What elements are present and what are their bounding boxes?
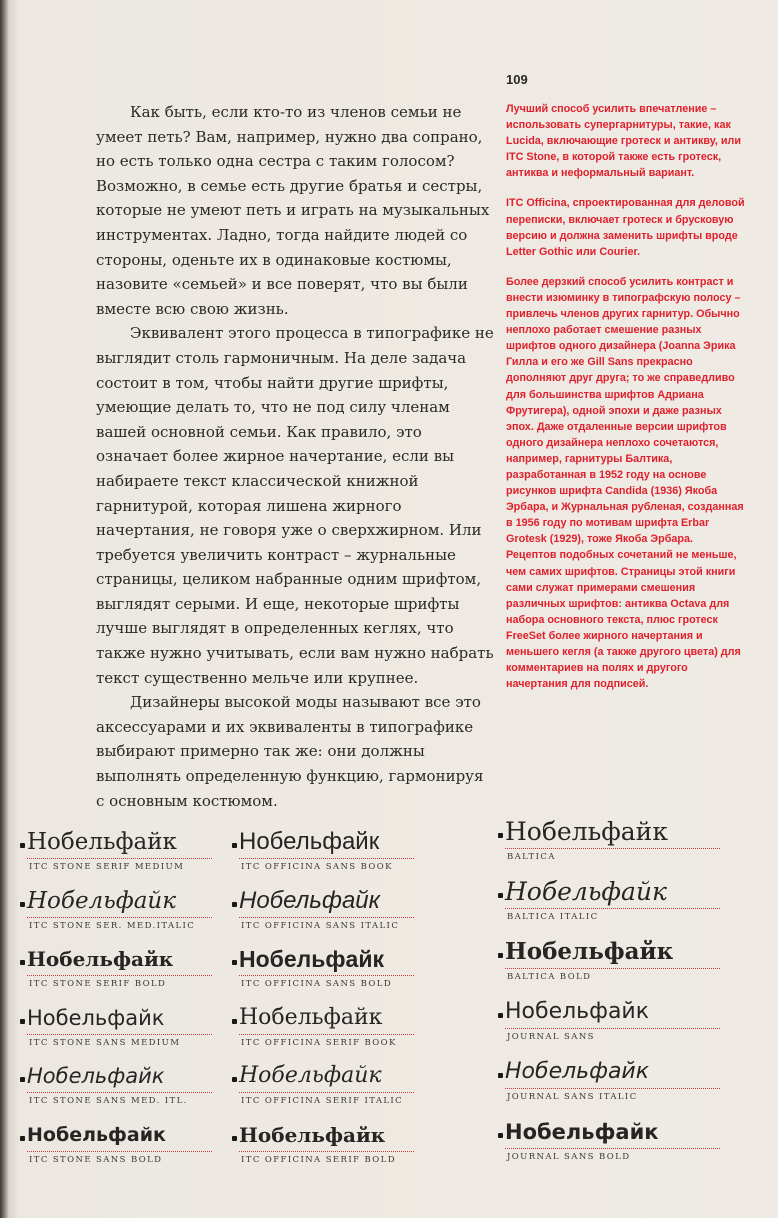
specimen [498, 1118, 720, 1162]
specimen-word: Нобельфайк [505, 999, 650, 1024]
page-number: 109 [506, 72, 528, 87]
specimen-label: ITC STONE SANS MED. ITL. [29, 1096, 188, 1106]
bullet-marker [20, 1019, 25, 1024]
specimen [20, 1121, 212, 1165]
specimen [232, 887, 414, 931]
main-text-column [96, 100, 496, 813]
specimen-column-stone [20, 828, 212, 1179]
bullet-marker [498, 1073, 503, 1078]
specimen [232, 1121, 414, 1165]
specimen-label: JOURNAL SANS ITALIC [507, 1092, 638, 1102]
specimen [20, 887, 212, 931]
specimen [498, 878, 720, 922]
main-paragraph-3: Дизайнеры высокой моды называют все это аксессуарами и их эквиваленты в типографике выбирают примерно так же: они должны выполнять определенную функцию, гармонируя с основным костюмом. [96, 693, 484, 810]
bullet-marker [232, 960, 237, 965]
bullet-marker [232, 902, 237, 907]
specimen-word: Нобельфайк [239, 828, 380, 855]
sidebar-notes [506, 101, 746, 706]
dotted-rule [239, 1151, 414, 1152]
specimen-word: Нобельфайк [239, 1004, 383, 1030]
specimen-label: ITC STONE SER. MED.ITALIC [29, 920, 196, 931]
specimen-label: ITC OFFICINA SERIF BOOK [241, 1037, 397, 1048]
specimen-label: ITC STONE SANS MEDIUM [29, 1037, 181, 1048]
specimen-label: ITC STONE SERIF MEDIUM [29, 862, 185, 872]
specimen-label: ITC STONE SANS BOLD [29, 1154, 163, 1165]
specimen-label: ITC OFFICINA SANS ITALIC [241, 920, 400, 931]
specimen-word: Нобельфайк [239, 1063, 382, 1088]
specimen-word: Нобельфайк [505, 938, 674, 965]
specimen-word: Нобельфайк [239, 886, 380, 914]
specimen-word: Нобельфайк [27, 947, 174, 971]
specimen-word: Нобельфайк [27, 1123, 166, 1146]
specimen [232, 1004, 414, 1048]
specimen [20, 945, 212, 989]
dotted-rule [27, 1034, 212, 1035]
bullet-marker [498, 1013, 503, 1018]
specimen [232, 1062, 414, 1106]
specimen-label: BALTICA ITALIC [507, 912, 599, 922]
sidebar-paragraph-1: Лучший способ усилить впечатление – использовать супергарнитуры, такие, как Lucida, включающие гротеск и антикву, или ITC Stone, в которой также есть гротеск, антиква и неформальный вариант. [506, 103, 742, 180]
specimen-word: Нобельфайк [27, 887, 176, 914]
specimen [232, 828, 414, 872]
bullet-marker [498, 953, 503, 958]
dotted-rule [505, 1088, 720, 1089]
bullet-marker [232, 1077, 237, 1082]
bullet-marker [20, 1136, 25, 1141]
specimen-label: BALTICA BOLD [507, 972, 592, 982]
specimen [20, 1062, 212, 1106]
specimen-column-officina [232, 828, 414, 1179]
bullet-marker [498, 833, 503, 838]
specimen [498, 998, 720, 1042]
bullet-marker [232, 1019, 237, 1024]
dotted-rule [239, 975, 414, 976]
specimen-label: JOURNAL SANS [507, 1032, 595, 1042]
dotted-rule [239, 1092, 414, 1093]
dotted-rule [505, 968, 720, 969]
main-paragraph-2: Эквивалент этого процесса в типографике не выглядит столь гармоничным. На деле задача состоит в том, чтобы найти другие шрифты, умеющие делать то, что не под силу членам вашей основной семьи. Как правило, это означает более жирное начертание, если вы набираете текст классической книжной гарнитурой, которая лишена жирного начертания, не говоря уже о сверхжирном. Или требуется увеличить контраст – журнальные страницы, целиком набранные одним шрифтом, выглядят серыми. И еще, некоторые шрифты лучше выглядят в определенных кеглях, что также нужно учитывать, если вам нужно набрать текст существенно мельче или крупнее. [96, 324, 494, 687]
dotted-rule [239, 1034, 414, 1035]
dotted-rule [27, 1092, 212, 1093]
sidebar-paragraph-3: Более дерзкий способ усилить контраст и внести изюминку в типографскую полосу – привлечь членов других гарнитур. Обычно неплохо работает смешение разных шрифтов одного дизайнера (Joanna Эрика Гилла и его же Gill Sans прекрасно дополняют друг друга; то же справедливо для большинства шрифтов Адриана Фрутигера), одной эпохи и даже разных эпох. Даже отдаленные версии шрифтов одного дизайнера неплохо сочетаются, например, гарнитуры Балтика, разработанная в 1952 году на основе рисунков шрифта Candida (1936) Якоба Эрбара, и Журнальная рубленая, созданная в 1956 году по мотивам шрифта Erbar Grotesk (1929), тоже Якоба Эрбара. Рецептов подобных сочетаний не меньше, чем самих шрифтов. Страницы этой книги сами служат примерами смешения различных шрифтов: антиква Octava для набора основного текста, плюс гротеск FreeSet более жирного начертания и меньшего кегля (а также другого цвета) для комментариев на полях и другого начертания для подписей. [506, 275, 744, 691]
dotted-rule [27, 858, 212, 859]
bullet-marker [20, 1077, 25, 1082]
dotted-rule [505, 1028, 720, 1029]
bullet-marker [20, 843, 25, 848]
sidebar-paragraph-2: ITC Officina, спроектированная для деловой переписки, включает гротеск и брусковую версию и должна заменить шрифты вроде Letter Gothic или Courier. [506, 197, 745, 258]
bullet-marker [20, 960, 25, 965]
dotted-rule [27, 975, 212, 976]
bullet-marker [498, 1133, 503, 1138]
specimen [498, 938, 720, 982]
dotted-rule [505, 848, 720, 849]
specimen-word: Нобельфайк [27, 1005, 165, 1030]
specimen-label: ITC OFFICINA SERIF BOLD [241, 1154, 396, 1165]
specimen-word: Нобельфайк [505, 877, 667, 906]
specimen-word: Нобельфайк [239, 946, 384, 972]
dotted-rule [505, 1148, 720, 1149]
specimen-label: BALTICA [507, 852, 556, 862]
specimen-label: ITC STONE SERIF BOLD [29, 979, 167, 989]
dotted-rule [27, 1151, 212, 1152]
specimen-word: Нобельфайк [239, 1122, 386, 1147]
specimen [20, 828, 212, 872]
specimen-label: ITC OFFICINA SANS BOOK [241, 862, 393, 872]
specimen-word: Нобельфайк [505, 1059, 650, 1084]
specimen-label: ITC OFFICINA SANS BOLD [241, 979, 393, 989]
specimen-column-baltica-journal [498, 818, 720, 1178]
bullet-marker [20, 902, 25, 907]
main-paragraph-1: Как быть, если кто-то из членов семьи не умеет петь? Вам, например, нужно два сопрано, но есть только одна сестра с таким голосом? Возможно, в семье есть другие братья и сестры, которые не умеют петь и играть на музыкальных инструментах. Ладно, тогда найдите людей со стороны, оденьте их в одинаковые костюмы, назовите «семьей» и все поверят, что вы были вместе всю свою жизнь. [96, 103, 490, 318]
specimen-word: Нобельфайк [505, 1120, 659, 1144]
dotted-rule [505, 908, 720, 909]
bullet-marker [232, 843, 237, 848]
specimen-word: Нобельфайк [505, 817, 668, 846]
specimen-word: Нобельфайк [27, 829, 177, 855]
specimen-label: JOURNAL SANS BOLD [507, 1152, 631, 1162]
specimen [20, 1004, 212, 1048]
specimen-label: ITC OFFICINA SERIF ITALIC [241, 1096, 404, 1106]
bullet-marker [498, 893, 503, 898]
specimen [498, 1058, 720, 1102]
specimen [232, 945, 414, 989]
specimen-word: Нобельфайк [27, 1064, 165, 1088]
dotted-rule [27, 917, 212, 918]
bullet-marker [232, 1136, 237, 1141]
dotted-rule [239, 858, 414, 859]
specimen [498, 818, 720, 862]
dotted-rule [239, 917, 414, 918]
